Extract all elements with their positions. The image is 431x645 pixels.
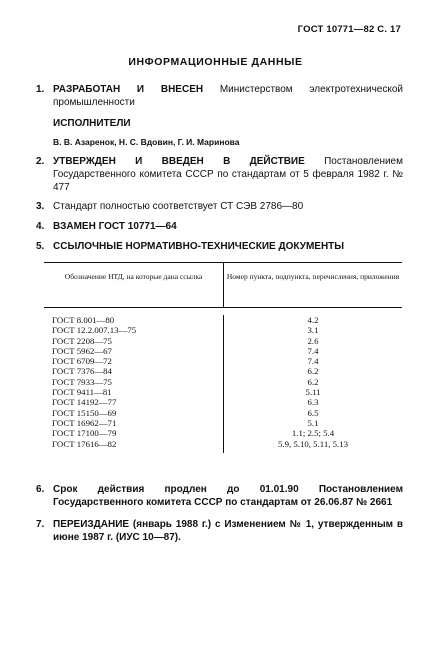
item-text: Стандарт полностью соответствует СТ СЭВ 2786—80 <box>53 201 304 212</box>
table-cell-document: ГОСТ 9411—81 <box>52 387 112 398</box>
item-lead: ВЗАМЕН ГОСТ 10771—64 <box>53 221 177 232</box>
table-cell-clause: 4.2 <box>307 315 319 325</box>
item-number: 5. <box>36 241 45 252</box>
item-number: 4. <box>36 221 45 232</box>
table-cell-clause: 7.4 <box>307 356 319 367</box>
table-cell-clause: 5.11 <box>305 387 321 398</box>
col2-header <box>224 263 402 307</box>
table-cell-clause: 6.3 <box>307 397 319 408</box>
item-lead: РАЗРАБОТАН И ВНЕСЕН <box>53 84 204 95</box>
item-2 <box>36 155 403 194</box>
table-cell-document: ГОСТ 5962—67 <box>52 345 112 356</box>
table-cell-document: ГОСТ 6709—72 <box>52 356 112 367</box>
table-cell-clause: 2.6 <box>307 335 319 346</box>
col1-header <box>44 263 224 307</box>
executors-heading: ИСПОЛНИТЕЛИ <box>53 118 131 129</box>
item-lead: УТВЕРЖДЕН И ВВЕДЕН В ДЕЙСТВИЕ <box>53 156 305 167</box>
page-title: ИНФОРМАЦИОННЫЕ ДАННЫЕ <box>128 56 303 68</box>
table-cell-document: ГОСТ 7933—75 <box>52 376 112 387</box>
item-text: (январь 1988 г.) с Изменением № 1, утвержденным в июне 1987 г. (ИУС 10—87). <box>53 519 403 543</box>
item-number: 3. <box>36 201 45 212</box>
col1-header-text: Обозначение НТД, на которые дана ссылка <box>64 272 203 281</box>
table-cell-document: ГОСТ 17100—79 <box>52 428 117 439</box>
item-lead: ПЕРЕИЗДАНИЕ <box>53 519 130 530</box>
table-col-documents <box>44 315 224 453</box>
table-cell-clause: 1.1; 2.5; 5.4 <box>291 428 335 439</box>
col2-header-text: Номер пункта, подпункта, перечисления, приложения <box>226 272 400 281</box>
item-1 <box>36 83 403 109</box>
item-lead: ССЫЛОЧНЫЕ НОРМАТИВНО-ТЕХНИЧЕСКИЕ ДОКУМЕНТЫ <box>53 241 345 252</box>
item-3 <box>36 200 403 213</box>
item-7 <box>36 518 403 544</box>
item-5 <box>36 240 403 253</box>
table-cell-clause: 6.5 <box>307 407 319 418</box>
item-number: 7. <box>36 519 45 530</box>
references-table <box>44 262 402 453</box>
item-text: Срок действия продлен до 01.01.90 Постановлением Государственного комитета СССР по стандартам от 26.06.87 № 2661 <box>53 484 403 508</box>
item-number: 1. <box>36 84 45 95</box>
table-cell-document: ГОСТ 17616—82 <box>52 438 117 449</box>
item-text: Министерством электротехнической промышленности <box>53 84 403 108</box>
table-cell-clause: 6.2 <box>307 366 319 377</box>
table-cell-document: ГОСТ 7376—84 <box>52 366 112 377</box>
item-6 <box>36 483 403 509</box>
item-4 <box>36 220 403 233</box>
item-number: 2. <box>36 156 45 167</box>
table-cell-clause: 3.1 <box>307 325 319 336</box>
item-text: Постановлением Государственного комитета СССР по стандартам от 5 февраля 1982 г. № 477 <box>53 156 403 193</box>
table-col-clauses <box>224 315 402 453</box>
table-cell-document: ГОСТ 14192—77 <box>52 397 117 408</box>
table-cell-clause: 5.1 <box>307 417 319 428</box>
item-number: 6. <box>36 484 45 495</box>
table-cell-document: ГОСТ 8.001—80 <box>52 315 115 325</box>
table-cell-document: ГОСТ 12.2.007.13—75 <box>52 325 137 336</box>
table-body <box>44 308 402 453</box>
table-cell-document: ГОСТ 2208—75 <box>52 335 112 346</box>
table-cell-document: ГОСТ 15150—69 <box>52 407 117 418</box>
running-head: ГОСТ 10771—82 С. 17 <box>297 24 401 35</box>
table-cell-clause: 7.4 <box>307 345 319 356</box>
table-cell-document: ГОСТ 16962—71 <box>52 417 117 428</box>
table-cell-clause: 5.9, 5.10, 5.11, 5.13 <box>277 438 349 449</box>
table-cell-clause: 6.2 <box>307 376 319 387</box>
table-header <box>44 263 402 308</box>
executors-names: В. В. Азаренок, Н. С. Вдовин, Г. И. Маринова <box>53 137 240 147</box>
